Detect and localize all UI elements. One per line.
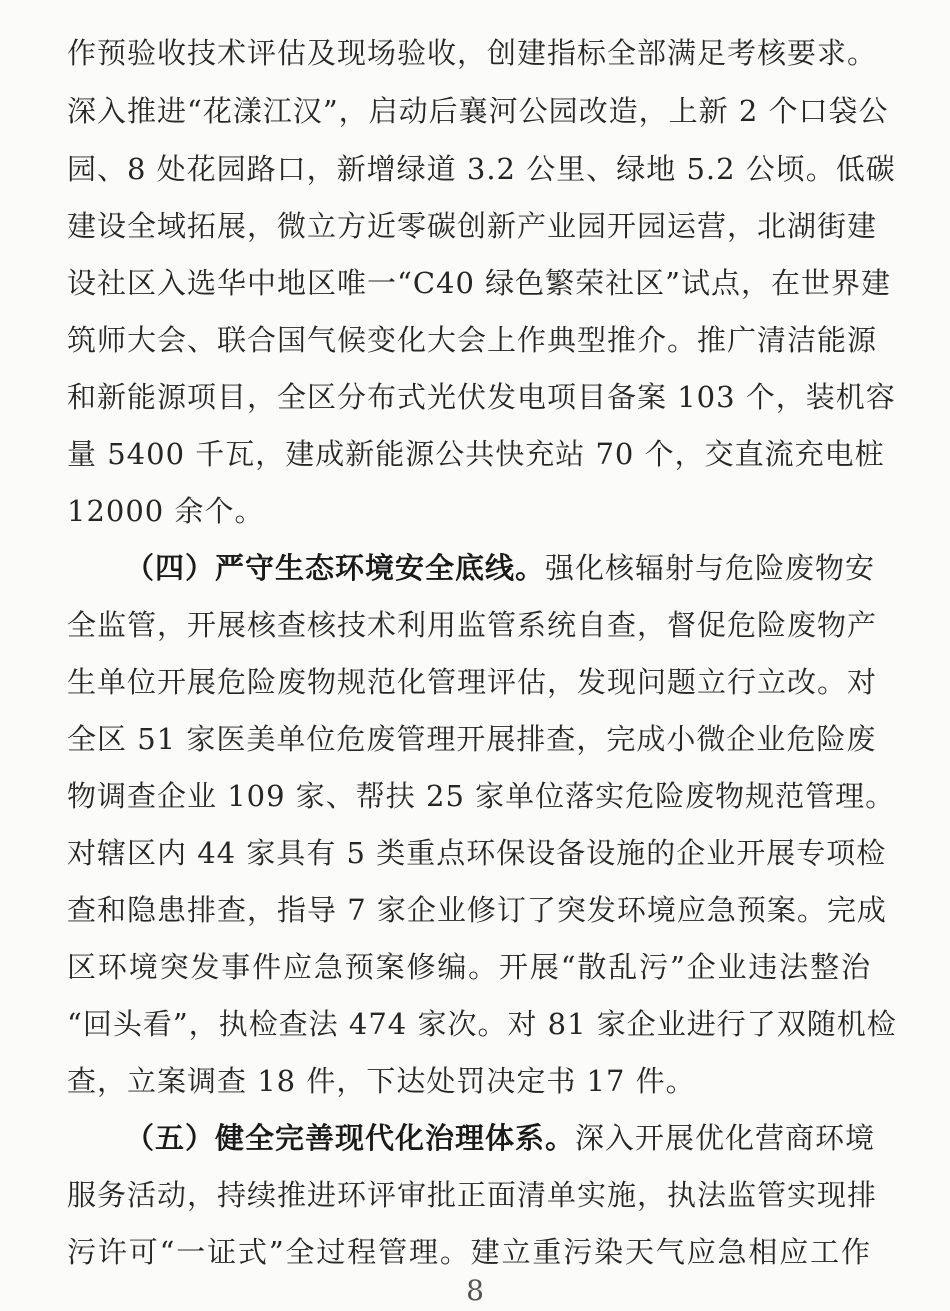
section-heading: （四）严守生态环境安全底线。 bbox=[125, 551, 546, 585]
text-line: 物调查企业 109 家、帮扶 25 家单位落实危险废物规范管理。 bbox=[67, 779, 896, 813]
text-line: 污许可“一证式”全过程管理。建立重污染天气应急相应工作 bbox=[67, 1235, 871, 1269]
page-number: 8 bbox=[466, 1274, 484, 1307]
text-line bbox=[125, 539, 876, 597]
section-heading: （五）健全完善现代化治理体系。 bbox=[125, 1121, 576, 1155]
text-span: 强化核辐射与危险废物安 bbox=[545, 551, 876, 585]
text-line: 作预验收技术评估及现场验收，创建指标全部满足考核要求。 bbox=[67, 36, 878, 70]
text-line: 深入推进“花漾江汉”，启动后襄河公园改造，上新 2 个口袋公 bbox=[67, 94, 889, 128]
text-line: 服务活动，持续推进环评审批正面清单实施，执法监管实现排 bbox=[67, 1178, 878, 1212]
text-line: 园、8 处花园路口，新增绿道 3.2 公里、绿地 5.2 公顷。低碳 bbox=[67, 152, 896, 186]
text-line: 查，立案调查 18 件，下达处罚决定书 17 件。 bbox=[67, 1064, 696, 1098]
text-line: 量 5400 千瓦，建成新能源公共快充站 70 个，交直流充电桩 bbox=[67, 437, 885, 471]
text-line: “回头看”，执检查法 474 家次。对 81 家企业进行了双随机检 bbox=[67, 1007, 897, 1041]
text-line bbox=[125, 1109, 876, 1167]
text-line: 对辖区内 44 家具有 5 类重点环保设备设施的企业开展专项检 bbox=[67, 836, 887, 870]
text-line: 建设全域拓展，微立方近零碳创新产业园开园运营，北湖街建 bbox=[67, 209, 878, 243]
text-line: 全区 51 家医美单位危废管理开展排查，完成小微企业危险废 bbox=[67, 722, 877, 756]
text-line: 生单位开展危险废物规范化管理评估，发现问题立行立改。对 bbox=[67, 665, 878, 699]
text-line: 全监管，开展核查核技术利用监管系统自查，督促危险废物产 bbox=[67, 608, 878, 642]
text-line: 12000 余个。 bbox=[67, 494, 265, 528]
text-line: 查和隐患排查，指导 7 家企业修订了突发环境应急预案。完成 bbox=[67, 893, 887, 927]
text-span: 深入开展优化营商环境 bbox=[575, 1121, 876, 1155]
text-line: 设社区入选华中地区唯一“C40 绿色繁荣社区”试点，在世界建 bbox=[67, 266, 891, 300]
text-line: 筑师大会、联合国气候变化大会上作典型推介。推广清洁能源 bbox=[67, 323, 878, 357]
text-line: 和新能源项目，全区分布式光伏发电项目备案 103 个，装机容 bbox=[67, 380, 896, 414]
text-line: 区环境突发事件应急预案修编。开展“散乱污”企业违法整治 bbox=[67, 950, 871, 984]
